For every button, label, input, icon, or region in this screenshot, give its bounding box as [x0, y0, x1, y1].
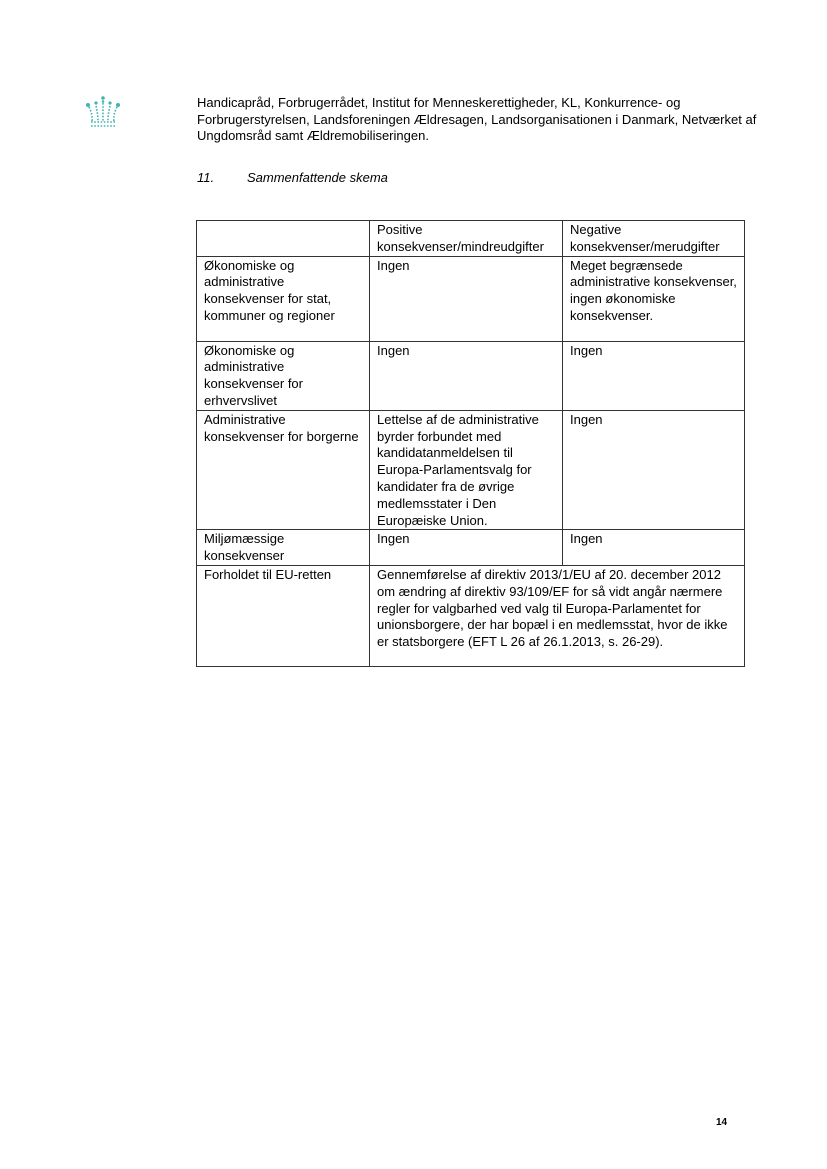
header-negative-cell: Negative konsekvenser/merudgifter — [563, 221, 745, 257]
table-row — [197, 256, 745, 341]
eu-text-cell: Gennemførelse af direktiv 2013/1/EU af 20. december 2012 om ændring af direktiv 93/109/EF for så vidt angår nærmere regler for valgbarhed ved valg til Europa-Parlamentet for unionsborgere, der har bopæl i en medlemsstat, hvor de ikke er statsborgere (EFT L 26 af 26.1.2013, s. 26-29). — [370, 565, 745, 666]
row-label-cell: Økonomiske og administrative konsekvenser for erhvervslivet — [197, 341, 370, 410]
table-header-row — [197, 221, 745, 257]
eu-label-cell: Forholdet til EU-retten — [197, 565, 370, 666]
row-positive-cell: Lettelse af de administrative byrder forbundet med kandidatanmeldelsen til Europa-Parlamentsvalg for kandidater fra de øvrige medlemsstater i Den Europæiske Union. — [370, 410, 563, 530]
table-row — [197, 410, 745, 530]
table-row — [197, 530, 745, 566]
table-row-eu — [197, 565, 745, 666]
row-label-cell: Økonomiske og administrative konsekvenser for stat, kommuner og regioner — [197, 256, 370, 341]
row-label-cell: Miljømæssige konsekvenser — [197, 530, 370, 566]
header-positive-cell: Positive konsekvenser/mindreudgifter — [370, 221, 563, 257]
summary-table — [196, 220, 745, 667]
row-positive-cell: Ingen — [370, 256, 563, 341]
section-number: 11. — [197, 170, 215, 185]
table-row — [197, 341, 745, 410]
row-negative-cell: Ingen — [563, 410, 745, 530]
section-title: Sammenfattende skema — [247, 170, 388, 185]
intro-paragraph: Handicapråd, Forbrugerrådet, Institut for Menneskerettigheder, KL, Konkurrence- og Forbrugerstyrelsen, Landsforeningen Ældresagen, Landsorganisationen i Danmark, Netværket af Ungdomsråd samt Ældremobiliseringen. — [197, 95, 757, 143]
row-positive-cell: Ingen — [370, 341, 563, 410]
page-number: 14 — [716, 1117, 728, 1128]
row-negative-cell: Ingen — [563, 530, 745, 566]
section-heading — [197, 170, 388, 185]
row-negative-cell: Meget begrænsede administrative konsekvenser, ingen økonomiske konsekvenser. — [563, 256, 745, 341]
row-label-cell: Administrative konsekvenser for borgerne — [197, 410, 370, 530]
row-negative-cell: Ingen — [563, 341, 745, 410]
crown-icon — [84, 95, 122, 129]
header-blank-cell — [197, 221, 370, 257]
row-positive-cell: Ingen — [370, 530, 563, 566]
